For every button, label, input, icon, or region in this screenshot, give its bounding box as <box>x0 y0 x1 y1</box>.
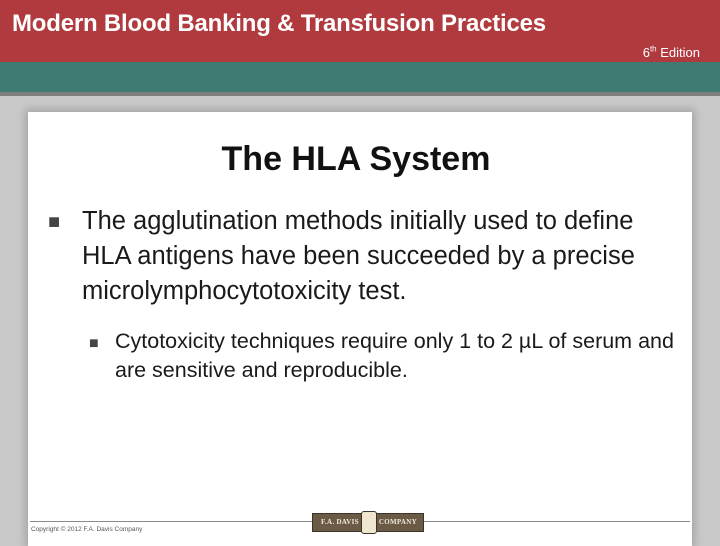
bullet-text: The agglutination methods initially used to define HLA antigens have been succeeded by a precise microlymphocytotoxicity test. <box>82 207 635 305</box>
header-accent-band <box>0 62 720 92</box>
sub-bullet-item <box>88 327 678 385</box>
edition-number: 6 <box>642 45 650 60</box>
logo-seal-icon <box>361 511 377 534</box>
square-bullet-icon: ■ <box>89 335 99 352</box>
logo-left-text: F.A. DAVIS <box>321 518 359 526</box>
book-title: Modern Blood Banking & Transfusion Practices <box>12 10 546 37</box>
bullet-item <box>46 204 680 309</box>
edition-word: Edition <box>656 45 700 60</box>
square-bullet-icon: ■ <box>48 211 61 233</box>
slide-title: The HLA System <box>221 140 491 178</box>
copyright-notice: Copyright © 2012 F.A. Davis Company <box>31 526 143 533</box>
edition-label <box>643 45 700 60</box>
edition-suffix: th <box>649 44 657 54</box>
logo-right-text: COMPANY <box>378 518 417 526</box>
header-divider <box>0 92 720 96</box>
header-bar <box>0 0 720 62</box>
sub-bullet-text: Cytotoxicity techniques require only 1 to 2 µL of serum and are sensitive and reproducible. <box>115 329 674 382</box>
publisher-logo <box>312 513 424 532</box>
